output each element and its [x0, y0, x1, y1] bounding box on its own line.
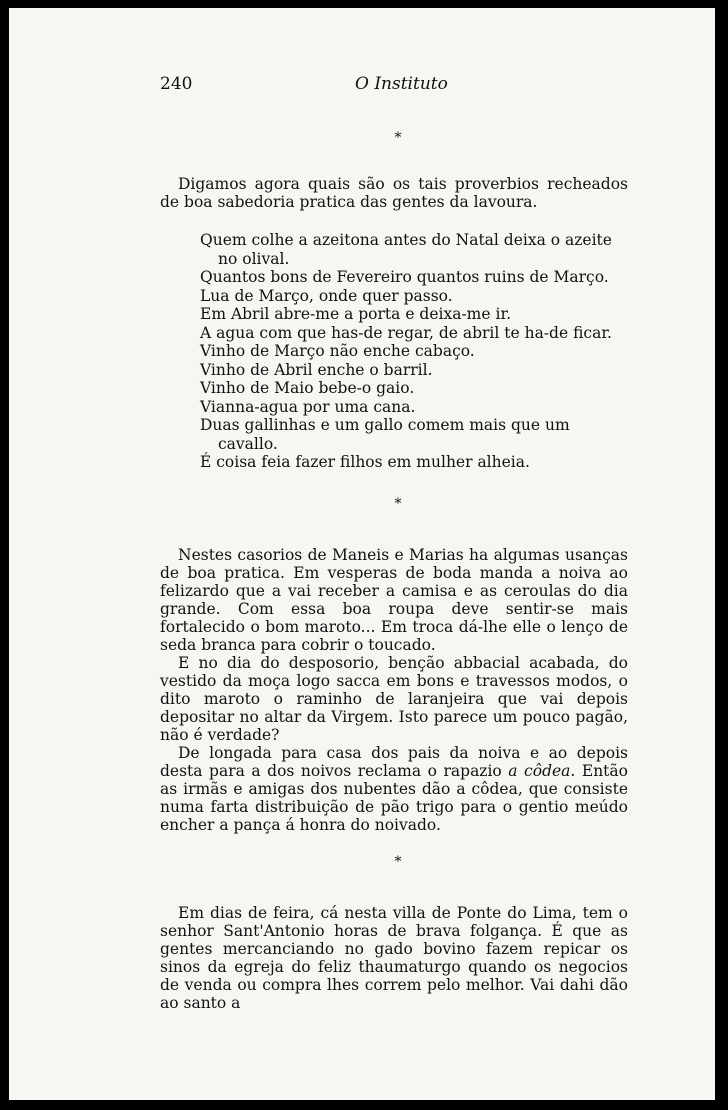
- proverb-item: Em Abril abre-me a porta e deixa-me ir.: [200, 305, 512, 323]
- proverb-item: Lua de Março, onde quer passo.: [200, 286, 453, 305]
- section3-paragraph: Em dias de feira, cá nesta villa de Ponte do Lima, tem o senhor Sant'Antonio horas de brava folgança. É que as gentes mercanciando no gado bovino fazem repicar os sinos da egreja do feliz thaumaturgo quando os negocios de venda ou compra lhes correm pelo melhor. Vai dahi dão ao santo a: [160, 903, 628, 1012]
- page-content: [160, 68, 628, 1012]
- section2-paragraph: E no dia do desposorio, benção abbacial acabada, do vestido da moça logo sacca em bons e travessos modos, o dito maroto o raminho de laranjeira que vai depois depositar no altar da Virgem. Isto parece um pouco pagão, não é verdade?: [160, 653, 628, 744]
- proverb-item: Vinho de Março não enche cabaço.: [200, 342, 475, 360]
- proverb-item: Quem colhe a azeitona antes do Natal deixa o azeite no olival.: [200, 231, 612, 268]
- section1-intro: Digamos agora quais são os tais proverbios recheados de boa sabedoria pratica das gentes da lavoura.: [160, 175, 628, 211]
- proverb-item: É coisa feia fazer filhos em mulher alheia.: [200, 453, 530, 471]
- proverb-item: Vianna-agua por uma cana.: [200, 397, 416, 416]
- proverb-list: [160, 231, 628, 472]
- paragraph-text: Então as irmãs e amigas dos nubentes dão a côdea, que consiste numa farta distribuição de pão trigo para o gentio meúdo encher a pança á honra do noivado.: [160, 761, 628, 834]
- page-number: 240: [160, 74, 193, 94]
- proverb-item: A agua com que has-de regar, de abril te ha-de ficar.: [200, 323, 612, 342]
- paragraph-text: De longada para casa dos pais da noiva e ao depois desta para a dos noivos reclama o rapazio: [160, 743, 628, 780]
- proverb-item: Vinho de Abril enche o barril.: [200, 360, 433, 379]
- page-header: [160, 68, 628, 96]
- proverb-item: Quantos bons de Fevereiro quantos ruins de Março.: [200, 268, 609, 286]
- section-separator: *: [394, 853, 402, 870]
- proverb-item: Vinho de Maio bebe-o gaio.: [200, 379, 415, 397]
- proverb-item: Duas gallinhas e um gallo comem mais que um cavallo.: [200, 416, 570, 453]
- section2-paragraph: [160, 744, 628, 834]
- section-separator: *: [394, 495, 402, 512]
- section2-paragraph: Nestes casorios de Maneis e Marias ha algumas usanças de boa pratica. Em vesperas de boda manda a noiva ao felizardo que a vai receber a camisa e as ceroulas do dia grande. Com essa boa roupa deve sentir-se mais fortalecido o bom maroto... Em troca dá-lhe elle o lenço de seda branca para cobrir o toucado.: [160, 545, 628, 654]
- running-title: O Instituto: [355, 74, 448, 94]
- emphasized-term: a côdea.: [508, 761, 576, 780]
- section-separator: *: [394, 130, 402, 146]
